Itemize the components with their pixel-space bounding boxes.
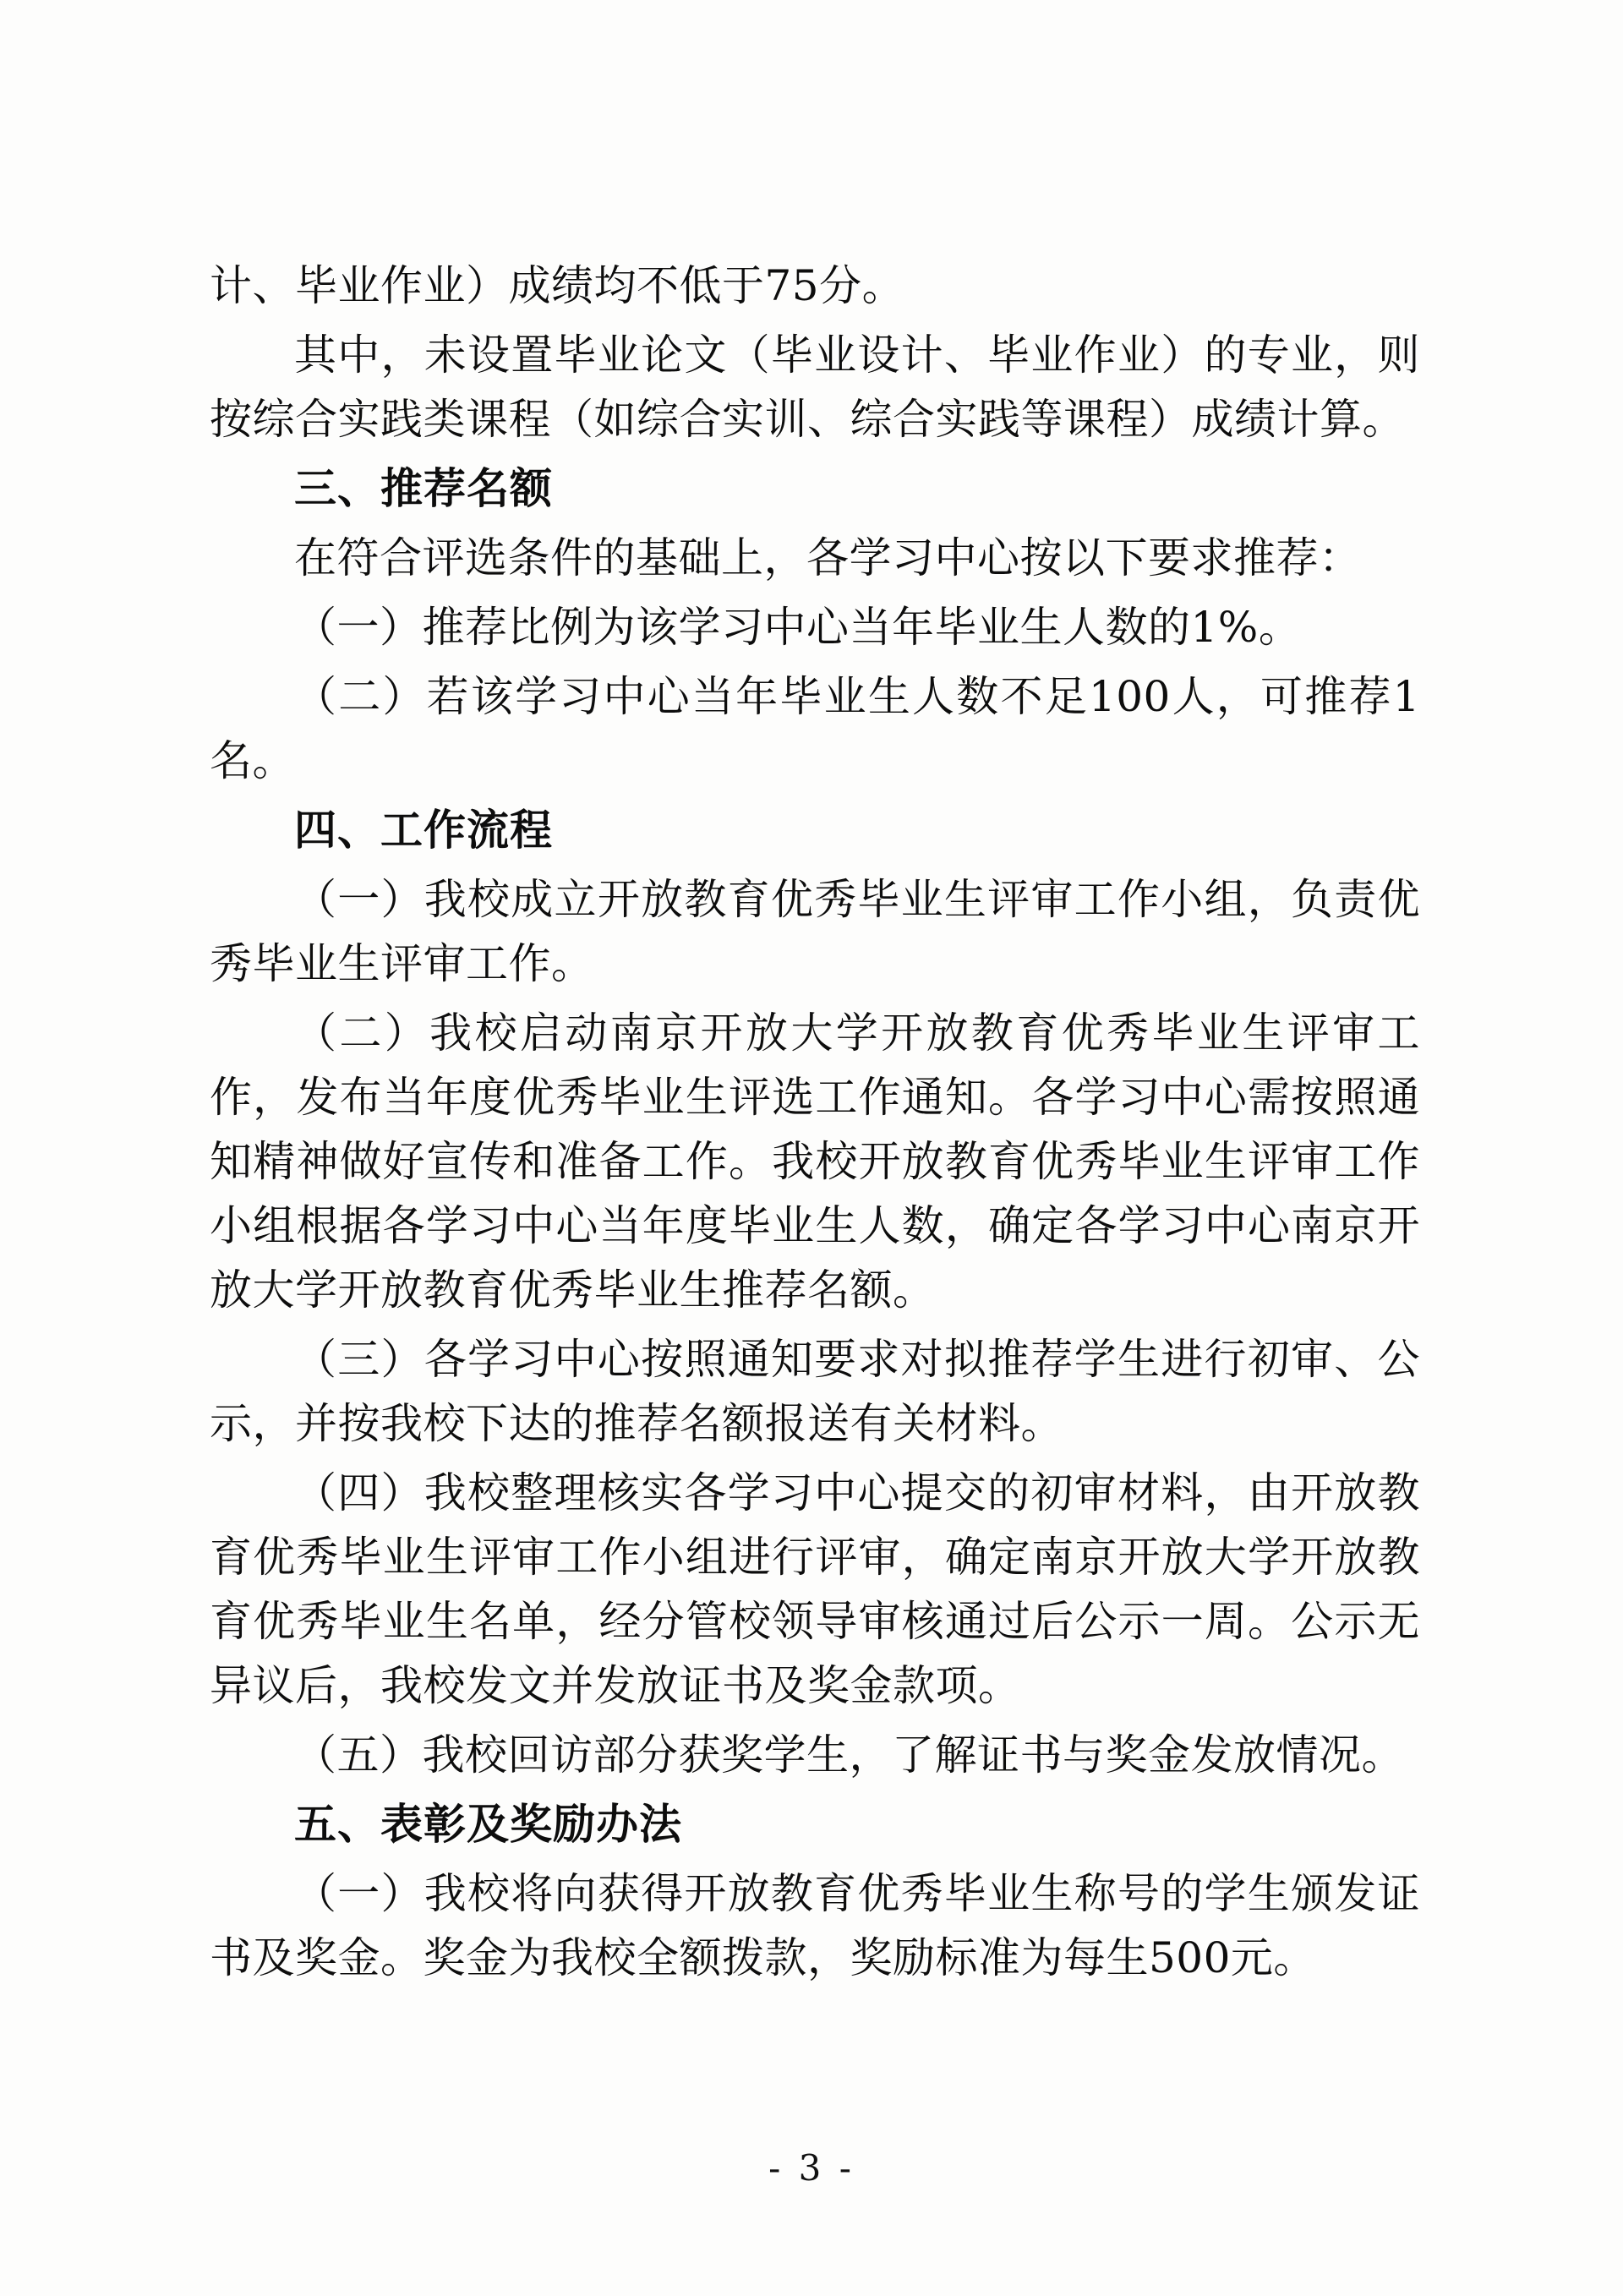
section-heading-three: 三、推荐名额: [294, 464, 553, 513]
page-number: - 3 -: [768, 2147, 855, 2189]
section-heading-five: 五、表彰及奖励办法: [294, 1800, 682, 1849]
paragraph-continuation: 计、毕业作业）成绩均不低于75分。: [210, 261, 905, 310]
list-item: （一）推荐比例为该学习中心当年毕业生人数的1%。: [294, 603, 1302, 652]
list-item: （二）若该学习中心当年毕业生人数不足100人，可推荐1名。: [210, 672, 1420, 785]
list-item: （三）各学习中心按照通知要求对拟推荐学生进行初审、公示，并按我校下达的推荐名额报送有关材料。: [210, 1335, 1420, 1448]
paragraph: 在符合评选条件的基础上，各学习中心按以下要求推荐：: [294, 533, 1362, 582]
list-item: （二）我校启动南京开放大学开放教育优秀毕业生评审工作，发布当年度优秀毕业生评选工作通知。各学习中心需按照通知精神做好宣传和准备工作。我校开放教育优秀毕业生评审工作小组根据各学习中心当年度毕业生人数，确定各学习中心南京开放大学开放教育优秀毕业生推荐名额。: [210, 1009, 1420, 1315]
list-item: （一）我校成立开放教育优秀毕业生评审工作小组，负责优秀毕业生评审工作。: [210, 875, 1420, 988]
paragraph: 其中，未设置毕业论文（毕业设计、毕业作业）的专业，则按综合实践类课程（如综合实训、综合实践等课程）成绩计算。: [210, 331, 1420, 444]
document-body: [210, 254, 1420, 1995]
list-item: （一）我校将向获得开放教育优秀毕业生称号的学生颁发证书及奖金。奖金为我校全额拨款，奖励标准为每生500元。: [210, 1869, 1420, 1982]
section-heading-four: 四、工作流程: [294, 806, 553, 855]
list-item: （四）我校整理核实各学习中心提交的初审材料，由开放教育优秀毕业生评审工作小组进行评审，确定南京开放大学开放教育优秀毕业生名单，经分管校领导审核通过后公示一周。公示无异议后，我校发文并发放证书及奖金款项。: [210, 1468, 1420, 1710]
list-item: （五）我校回访部分获奖学生，了解证书与奖金发放情况。: [294, 1730, 1404, 1779]
